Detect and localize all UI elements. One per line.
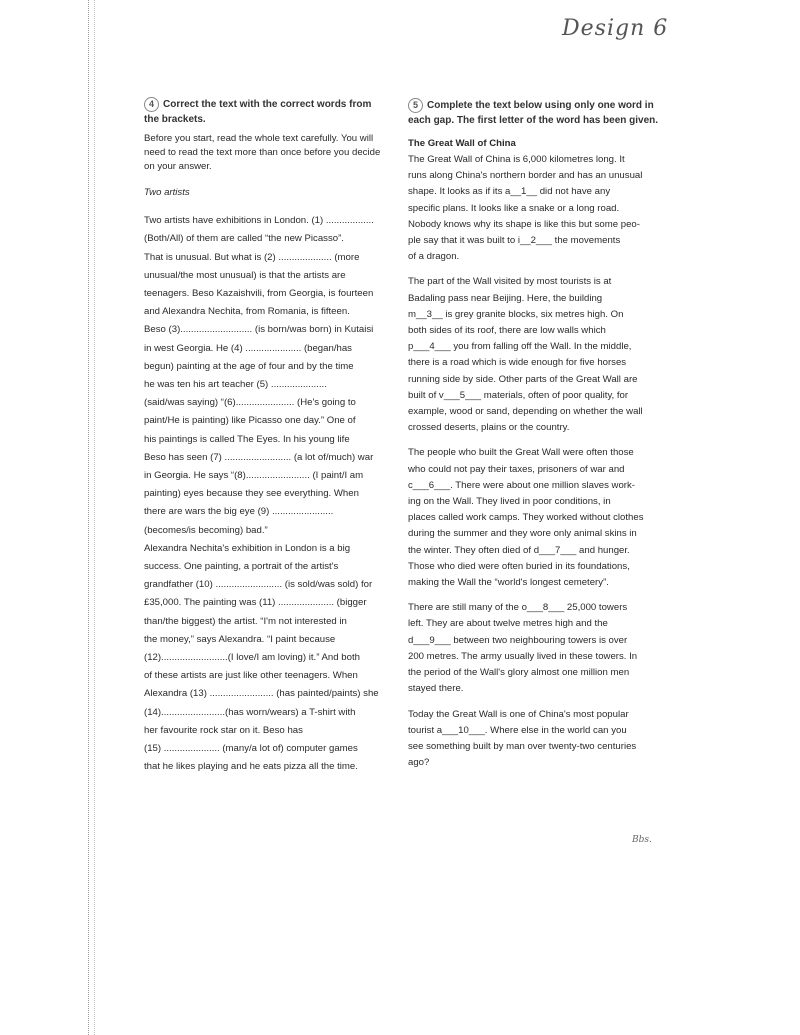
text-line: Badaling pass near Beijing. Here, the building <box>408 292 603 304</box>
text-line: d___9___ between two neighbouring towers is over <box>408 634 628 646</box>
text-line: shape. It looks as if its a__1__ did not have any <box>408 186 611 198</box>
exercise-4-number: 4 <box>144 97 159 112</box>
exercise-5-text <box>408 152 660 771</box>
text-line: that he likes playing and he eats pizza all the time. <box>144 761 358 773</box>
text-line: stayed there. <box>408 683 464 695</box>
text-line: making the Wall the “world's longest cemetery”. <box>408 577 609 589</box>
text-line: than/the biggest) the artist. “I'm not interested in <box>144 615 347 627</box>
exercise-5-heading <box>408 98 660 128</box>
paragraph <box>408 707 660 772</box>
exercise-4-heading <box>144 97 384 127</box>
text-line: begun) painting at the age of four and by the time <box>144 360 354 372</box>
paragraph <box>408 152 660 265</box>
text-line: example, wood or sand, depending on whether the wall <box>408 406 643 418</box>
text-line: (12).........................(I love/I am loving) it.” And both <box>144 652 360 664</box>
text-line: (15) ..................... (many/a lot of) computer games <box>144 743 358 755</box>
binding-margin <box>88 0 93 1035</box>
text-line: running side by side. Other parts of the Great Wall are <box>408 373 638 385</box>
paragraph <box>408 445 660 591</box>
text-line: the money,” says Alexandra. “I paint because <box>144 633 336 645</box>
text-line: Two artists have exhibitions in London. (1) .................. <box>144 215 374 227</box>
text-line: m__3__ is grey granite blocks, six metres high. On <box>408 308 624 320</box>
text-line: ple say that it was built to i__2___ the movements <box>408 235 621 247</box>
text-line: c___6___. There were about one million slaves work- <box>408 479 635 491</box>
text-line: There are still many of the o___8___ 25,000 towers <box>408 602 628 614</box>
text-line: who could not pay their taxes, prisoners of war and <box>408 463 625 475</box>
text-line: specific plans. It looks like a snake or a long road. <box>408 202 620 214</box>
text-line: Beso has seen (7) ......................... (a lot of/much) war <box>144 451 374 463</box>
text-line: during the summer and they wore only animal skins in <box>408 528 637 540</box>
text-line: Those who died were often buried in its foundations, <box>408 560 630 572</box>
exercise-5-instruction: Complete the text below using only one word in each gap. The first letter of the word has been given. <box>408 100 659 126</box>
text-line: That is unusual. But what is (2) .................... (more <box>144 251 360 263</box>
text-line: of these artists are just like other teenagers. When <box>144 670 358 682</box>
text-line: there is a road which is wide enough for five horses <box>408 357 627 369</box>
text-line: Today the Great Wall is one of China's most popular <box>408 708 629 720</box>
text-line: he was ten his art teacher (5) ..................... <box>144 379 327 391</box>
exercise-5-column <box>408 98 660 771</box>
text-line: see something built by man over twenty-two centuries <box>408 740 637 752</box>
text-line: built of v___5___ materials, often of poor quality, for <box>408 389 629 401</box>
text-line: ing on the Wall. They lived in poor conditions, in <box>408 496 611 508</box>
text-line: crossed deserts, plains or the country. <box>408 422 570 434</box>
text-line: The part of the Wall visited by most tourists is at <box>408 276 612 288</box>
text-line: ago? <box>408 757 430 769</box>
text-line: The Great Wall of China is 6,000 kilometres long. It <box>408 154 625 165</box>
exercise-5-number: 5 <box>408 98 423 113</box>
text-line: her favourite rock star on it. Beso has <box>144 724 303 736</box>
text-line: Alexandra Nechita's exhibition in London is a big <box>144 542 351 554</box>
text-line: unusual/the most unusual) is that the artists are <box>144 269 346 281</box>
binding-margin-inner <box>94 0 96 1035</box>
text-line: paint/He is painting) like Picasso one day.” One of <box>144 415 356 427</box>
text-line: Nobody knows why its shape is like this but some peo- <box>408 218 640 230</box>
text-line: 200 metres. The army usually lived in these towers. In <box>408 650 638 662</box>
text-line: success. One painting, a portrait of the artist's <box>144 561 339 573</box>
signature-mark: Bbs. <box>632 835 652 845</box>
text-line: painting) eyes because they see everything. When <box>144 488 359 500</box>
exercise-4-intro: Before you start, read the whole text carefully. You will need to read the text more than once before you decide on your answer. <box>144 133 381 172</box>
exercise-5-title: The Great Wall of China <box>408 138 516 149</box>
text-line: The people who built the Great Wall were often those <box>408 447 634 459</box>
text-line: (becomes/is becoming) bad.” <box>144 524 268 536</box>
paragraph <box>408 274 660 436</box>
exercise-4-text <box>144 212 384 776</box>
text-line: of a dragon. <box>408 251 460 263</box>
text-line: (said/was saying) “(6)...................... (He's going to <box>144 397 356 409</box>
text-line: Alexandra (13) ........................ (has painted/paints) she <box>144 688 379 700</box>
text-line: left. They are about twelve metres high and the <box>408 618 608 630</box>
exercise-4-instruction: Correct the text with the correct words from the brackets. <box>144 99 372 125</box>
text-line: (Both/All) of them are called “the new Picasso”. <box>144 233 344 245</box>
text-line: there are wars the big eye (9) ....................... <box>144 506 334 518</box>
text-line: in Georgia. He says “(8)........................ (I paint/I am <box>144 470 364 482</box>
paragraph <box>408 600 660 697</box>
exercise-4-column <box>144 97 384 777</box>
text-line: the period of the Wall's glory almost one million men <box>408 667 630 679</box>
exercise-4-subtitle: Two artists <box>144 187 190 198</box>
text-line: tourist a___10___. Where else in the world can you <box>408 724 627 736</box>
text-line: grandfather (10) ......................... (is sold/was sold) for <box>144 579 373 591</box>
text-line: his paintings is called The Eyes. In his young life <box>144 433 350 445</box>
text-line: in west Georgia. He (4) ..................... (began/has <box>144 342 352 354</box>
text-line: (14)........................(has worn/wears) a T-shirt with <box>144 706 356 718</box>
text-line: Beso (3)........................... (is born/was born) in Kutaisi <box>144 324 374 336</box>
handwritten-title: Design 6 <box>562 16 669 41</box>
text-line: the winter. They often died of d___7___ and hunger. <box>408 544 630 556</box>
text-line: and Alexandra Nechita, from Romania, is fifteen. <box>144 306 350 318</box>
text-line: runs along China's northern border and has an unusual <box>408 170 643 182</box>
text-line: £35,000. The painting was (11) ..................... (bigger <box>144 597 367 609</box>
text-line: both sides of its roof, there are low walls which <box>408 325 606 337</box>
text-line: p___4___ you from falling off the Wall. In the middle, <box>408 341 632 353</box>
text-line: teenagers. Beso Kazaishvili, from Georgia, is fourteen <box>144 288 374 300</box>
text-line: places called work camps. They worked without clothes <box>408 512 644 524</box>
